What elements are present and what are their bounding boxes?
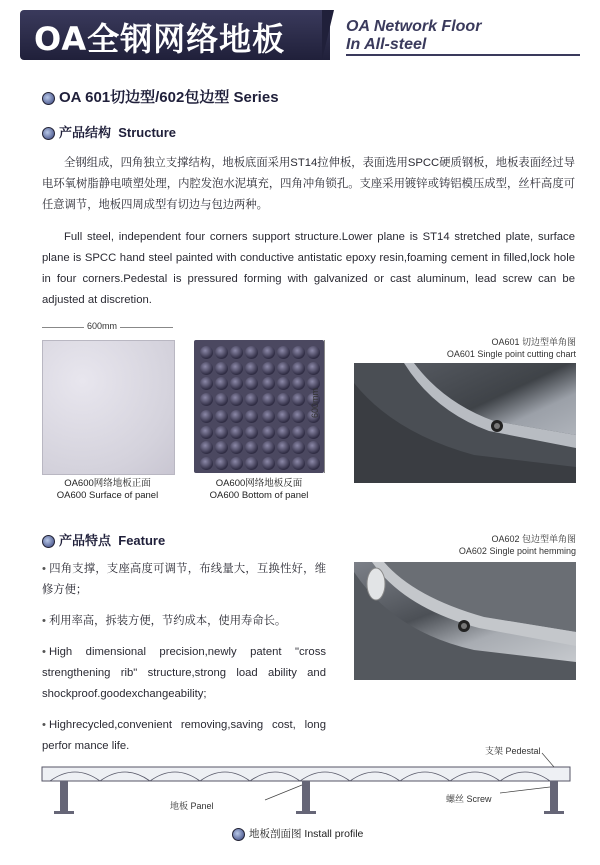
structure-paragraph-cn: 全钢组成，四角独立支撑结构，地板底面采用ST14拉伸板，表面选用SPCC硬质钢板，地板表面经过导电环氧树脂静电喷塑处理，内腔发泡水泥填充，四角冲角锁孔。支座采用镀锌或铸铝模压成型，丝杆高度可任意调节，地板四周成型有切边与包边两种。: [42, 157, 575, 211]
panel-cup: [245, 377, 258, 390]
banner-title: OA全钢网络地板: [34, 20, 286, 58]
list-item: • Highrecycled,convenient removing,saving cost, long perfor mance life.: [42, 719, 326, 752]
panel-label: 地板 Panel: [170, 801, 214, 811]
panel-bottom-image: [194, 340, 324, 473]
oa602-caption-en: OA602 Single point hemming: [458, 546, 576, 556]
list-item: • 四角支撑，支座高度可调节，布线量大，互换性好，维修方便；: [42, 563, 326, 596]
panel-cup: [230, 393, 243, 406]
feature-heading-en: Feature: [118, 533, 166, 548]
banner-underline: [346, 54, 580, 56]
panel-cup: [245, 426, 258, 439]
panel-cup: [215, 346, 228, 359]
panel-cup: [230, 377, 243, 390]
panel-cup: [262, 457, 275, 470]
panel-cup: [200, 410, 213, 423]
panel-cup: [292, 393, 305, 406]
panel-cup: [277, 377, 290, 390]
panel-cup: [307, 362, 320, 375]
panel-cup: [215, 441, 228, 454]
header-banner: [20, 10, 580, 60]
panel-cup: [262, 441, 275, 454]
panel-cup: [262, 346, 275, 359]
oa601-corner-photo: [354, 363, 576, 483]
panel-cup: [277, 457, 290, 470]
panel-cup: [245, 457, 258, 470]
panel-cup: [277, 441, 290, 454]
feature-heading-cn: 产品特点: [59, 534, 112, 549]
oa602-corner-photo: [354, 562, 576, 680]
panel-cup: [292, 346, 305, 359]
height-dimension-label: 600mm: [310, 387, 321, 419]
front-caption-en: OA600 Surface of panel: [56, 490, 159, 501]
panel-cup: [215, 410, 228, 423]
panel-cup: [245, 393, 258, 406]
panel-cup: [307, 426, 320, 439]
banner-divider: [322, 10, 334, 60]
panel-cup: [292, 377, 305, 390]
structure-heading-cn: 产品结构: [59, 126, 112, 141]
panel-cup: [200, 346, 213, 359]
bullet-dot-icon: •: [42, 719, 46, 731]
oa601-caption-cn: OA601 切边型单角图: [491, 337, 576, 347]
bullet-icon: [232, 828, 245, 841]
back-caption-en: OA600 Bottom of panel: [209, 490, 309, 501]
panel-cup: [215, 393, 228, 406]
panel-cup: [262, 362, 275, 375]
panel-cup: [292, 457, 305, 470]
structure-heading: [42, 122, 176, 141]
structure-paragraph-en: Full steel, independent four corners support structure.Lower plane is ST14 stretched plate, surface plane is SPCC hand steel painted with conductive antistatic epoxy resin,foaming cement in filled,lock hole in four corners.Pedestal is pressured forming with galvanized or cast aluminum, lead screw can be adjusted at discretion.: [42, 231, 575, 306]
front-caption-cn: OA600网络地板正面: [64, 478, 151, 489]
series-heading: [42, 86, 279, 107]
panel-surface-image: [42, 340, 175, 475]
bullet-icon: [42, 92, 55, 105]
panel-cup: [277, 426, 290, 439]
install-profile-diagram: [40, 745, 572, 825]
panel-cup: [215, 362, 228, 375]
panel-cup: [200, 441, 213, 454]
panel-cup: [215, 426, 228, 439]
panel-cup: [230, 346, 243, 359]
panel-cup: [292, 441, 305, 454]
panel-cup: [277, 410, 290, 423]
panel-cup: [307, 457, 320, 470]
panel-cup: [262, 426, 275, 439]
install-profile-caption: 地板剖面图 Install profile: [232, 826, 363, 841]
panel-cup: [230, 362, 243, 375]
oa601-caption-en: OA601 Single point cutting chart: [446, 349, 576, 359]
panel-cup: [230, 410, 243, 423]
panel-cup: [200, 377, 213, 390]
bullet-dot-icon: •: [42, 563, 46, 575]
bullet-icon: [42, 535, 55, 548]
panel-cup: [307, 441, 320, 454]
panel-cup: [245, 441, 258, 454]
panel-cup: [200, 362, 213, 375]
panel-cup: [200, 393, 213, 406]
list-item: • High dimensional precision,newly patent "cross strengthening rib" structure,strong load ability and shockproof.goodexchangeability;: [42, 646, 326, 700]
structure-heading-en: Structure: [118, 125, 177, 140]
panel-cup: [230, 457, 243, 470]
panel-cup: [277, 362, 290, 375]
panel-cup: [245, 362, 258, 375]
panel-cup: [215, 377, 228, 390]
list-item: • 利用率高，拆装方便，节约成本，使用寿命长。: [42, 615, 287, 627]
feature-list: [42, 559, 326, 767]
panel-cup: [215, 457, 228, 470]
screw-label: 螺丝 Screw: [446, 794, 492, 804]
panel-cup: [292, 426, 305, 439]
banner-subtitle-line1: OA Network Floor: [346, 18, 482, 35]
panel-cup: [230, 441, 243, 454]
pedestal-label: 支架 Pedestal: [485, 746, 541, 756]
panel-cup: [245, 346, 258, 359]
feature-heading: [42, 530, 165, 549]
series-heading-text: OA 601切边型/602包边型 Series: [59, 89, 279, 106]
panel-cup: [307, 346, 320, 359]
back-caption-cn: OA600网络地板反面: [215, 478, 303, 489]
panel-cup: [277, 346, 290, 359]
panel-cup: [230, 426, 243, 439]
bullet-dot-icon: •: [42, 646, 46, 658]
width-dimension-label: 600mm: [84, 321, 120, 331]
panel-cup: [262, 410, 275, 423]
panel-cup: [292, 410, 305, 423]
panel-cup: [292, 362, 305, 375]
panel-cup: [262, 377, 275, 390]
bullet-dot-icon: •: [42, 615, 46, 627]
bullet-icon: [42, 127, 55, 140]
panel-cup: [245, 410, 258, 423]
panel-cup: [262, 393, 275, 406]
oa602-caption-cn: OA602 包边型单角图: [491, 534, 576, 544]
panel-cup: [277, 393, 290, 406]
panel-cup: [200, 426, 213, 439]
banner-subtitle-line2: In All-steel: [346, 36, 427, 53]
height-dimension-line: [324, 340, 325, 473]
panel-cup: [200, 457, 213, 470]
